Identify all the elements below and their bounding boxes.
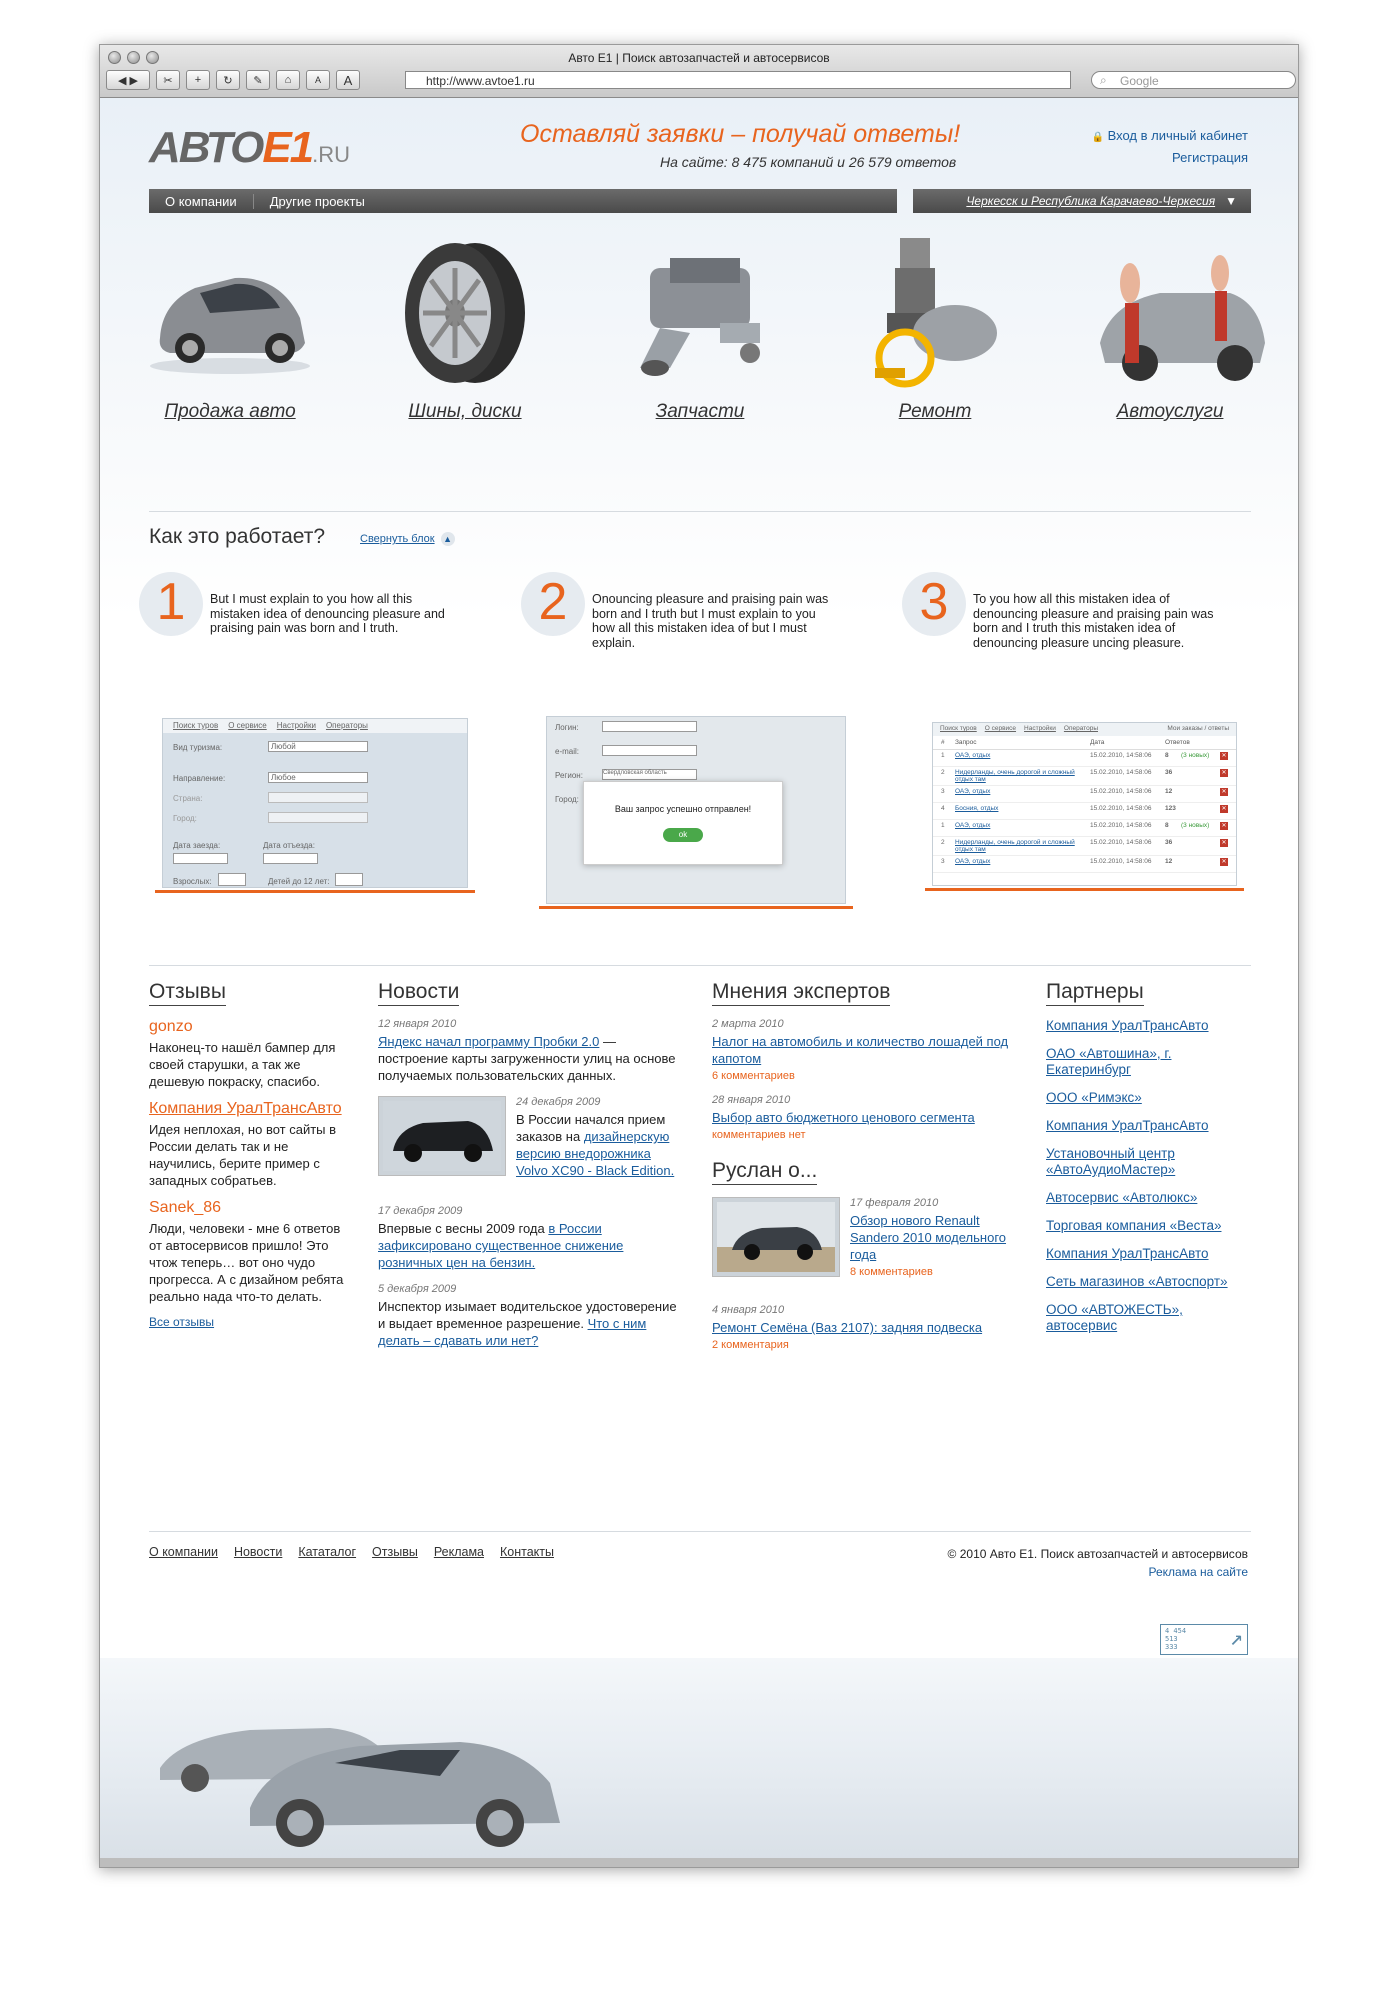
row-date: 15.02.2010, 14:58:06 (1090, 822, 1152, 829)
footer-nav (149, 1545, 554, 1559)
scissors-icon: ✂ (163, 74, 173, 87)
row-number: 1 (941, 752, 945, 759)
partner-link[interactable]: ООО «АВТОЖЕСТЬ», автосервис (1046, 1302, 1183, 1333)
screenshot-tab: Настройки (276, 721, 316, 730)
category-label[interactable]: Продажа авто (164, 401, 296, 422)
status-bar (100, 1858, 1299, 1868)
screenshot-table-header (933, 736, 1236, 750)
screenshot-field-label: Дата заезда: (173, 841, 221, 850)
col-header: # (941, 739, 945, 746)
news-item (378, 1033, 683, 1084)
expert-date: 28 января 2010 (712, 1094, 791, 1106)
plus-icon: + (194, 74, 202, 86)
row-answers: 8 (1165, 752, 1169, 759)
screenshot-underline (539, 906, 853, 909)
row-answers: 8 (1165, 822, 1169, 829)
screenshot-tab: Поиск туров (173, 721, 219, 730)
back-icon: ◀ (118, 74, 127, 87)
screenshot-field-label: Взрослых: (173, 877, 212, 886)
row-date: 15.02.2010, 14:58:06 (1090, 858, 1152, 865)
footer-illustration (100, 1658, 1299, 1868)
screenshot-table-row (933, 767, 1236, 786)
page (100, 98, 1298, 1868)
category-tires[interactable] (365, 233, 565, 423)
delete-icon: ✕ (1221, 753, 1227, 759)
category-label[interactable]: Запчасти (655, 401, 745, 422)
screenshot-field-label: Логин: (555, 723, 579, 732)
news-date: 17 декабря 2009 (378, 1205, 463, 1217)
reload-button[interactable] (216, 70, 240, 90)
car-icon (130, 233, 330, 393)
screenshot-tab: Операторы (1063, 725, 1098, 732)
ruslan-title[interactable]: Руслан о... (712, 1159, 817, 1185)
screenshot-table-body (933, 750, 1236, 873)
experts-section (712, 980, 1017, 1363)
row-date: 15.02.2010, 14:58:06 (1090, 839, 1152, 846)
browser-window (99, 44, 1299, 1868)
region-selector[interactable] (913, 189, 1251, 213)
review-text: Идея неплохая, но вот сайты в России делать так и не научились, берите пример с западных собратьев. (149, 1122, 337, 1188)
step-number: 3 (902, 572, 966, 636)
arrow-up-right-icon: ↗ (1229, 1626, 1243, 1651)
nav-item-projects[interactable]: Другие проекты (269, 193, 365, 209)
nav-item-about[interactable]: О компании (149, 194, 254, 209)
screenshot-tab: О сервисе (984, 725, 1017, 732)
row-query: Нидерланды, очень дорогой и сложный отдых там (955, 769, 1075, 783)
counter-line: 4 454 (1165, 1627, 1187, 1635)
screenshot-select (268, 792, 368, 803)
row-query: ОАЭ, отдых (955, 752, 991, 759)
logo-ru: .RU (312, 142, 351, 167)
news-item (378, 1298, 683, 1349)
screenshot-date-input (263, 853, 318, 864)
delete-icon: ✕ (1221, 823, 1227, 829)
logo-e1: Е1 (262, 123, 313, 172)
screenshot-field-label: Регион: (555, 771, 583, 780)
reviews-section (149, 980, 349, 1329)
screenshot-field-label: Город: (555, 795, 579, 804)
screenshot-tab: Настройки (1024, 725, 1056, 732)
news-link[interactable]: Яндекс начал программу Пробки 2.0 (378, 1034, 600, 1049)
partner-link[interactable]: ОАО «Автошина», г. Екатеринбург (1046, 1046, 1172, 1077)
screenshot-tab: О сервисе (228, 721, 267, 730)
experts-title[interactable]: Мнения экспертов (712, 980, 890, 1006)
delete-icon: ✕ (1221, 806, 1227, 812)
partners-title[interactable]: Партнеры (1046, 980, 1144, 1006)
screenshot-table-row (933, 856, 1236, 873)
step-2-screenshot (546, 716, 846, 904)
pencil-icon: ✎ (253, 74, 263, 87)
window-title: Авто E1 | Поиск автозапчастей и автосервисов (568, 51, 830, 65)
partner-link[interactable]: Торговая компания «Веста» (1046, 1218, 1222, 1233)
copyright-text: © 2010 Авто E1. Поиск автозапчастей и автосервисов (947, 1547, 1248, 1561)
news-text-prefix: В России начался прием заказов на (516, 1112, 666, 1144)
screenshot-table-row (933, 820, 1236, 837)
row-query: ОАЭ, отдых (955, 822, 991, 829)
screenshot-tabs (933, 723, 1236, 736)
step-1-screenshot (162, 718, 468, 888)
footer-link-reviews[interactable]: Отзывы (372, 1545, 418, 1559)
screenshot-field-label: Город: (173, 814, 197, 823)
partner-link[interactable]: Компания УралТрансАвто (1046, 1018, 1209, 1033)
category-parts[interactable] (600, 233, 800, 423)
screenshot-field-label: Страна: (173, 794, 203, 803)
copyright-block (948, 1545, 1248, 1581)
lock-icon: 🔒 (1091, 132, 1104, 143)
footer-link-about[interactable]: О компании (149, 1545, 218, 1559)
site-logo[interactable] (149, 123, 350, 173)
step-number: 1 (139, 572, 203, 636)
col-header: Запрос (955, 739, 977, 746)
home-icon: ⌂ (284, 74, 292, 86)
category-label[interactable]: Ремонт (898, 401, 972, 422)
step-text: To you how all this mistaken idea of denouncing pleasure and praising pain was born and I truth this mistaken idea of denouncing pleasure uncing pleasure. (973, 592, 1214, 650)
news-title[interactable]: Новости (378, 980, 459, 1006)
screenshot-field-label: Дата отъезда: (263, 841, 315, 850)
row-query: Нидерланды, очень дорогой и сложный отдых там (955, 839, 1075, 853)
collapse-label: Свернуть блок (360, 533, 435, 545)
partner-link[interactable]: Компания УралТрансАвто (1046, 1246, 1209, 1261)
screenshot-field-label: e-mail: (555, 747, 580, 756)
screenshot-date-input (173, 853, 228, 864)
search-icon: ⌕ (1100, 73, 1107, 87)
row-number: 3 (941, 788, 945, 795)
row-query: ОАЭ, отдых (955, 858, 991, 865)
col-header: Дата (1090, 739, 1105, 746)
delete-icon: ✕ (1221, 859, 1227, 865)
font-smaller-button[interactable]: A (306, 70, 330, 90)
news-text-prefix: Впервые с весны 2009 года (378, 1221, 549, 1236)
news-text: — построение карты загруженности улиц на основе получаемых пользовательских данных. (378, 1034, 676, 1083)
ruslan-date: 17 февраля 2010 (850, 1197, 939, 1209)
news-item-with-image (378, 1096, 683, 1191)
row-number: 2 (941, 769, 945, 776)
home-button[interactable] (276, 70, 300, 90)
logo-text: АВТО (149, 123, 263, 172)
region-label: Черкесск и Республика Карачаево-Черкесия (966, 194, 1216, 208)
visit-counter[interactable] (1160, 1624, 1248, 1655)
screenshot-select: Любое (268, 772, 368, 783)
ruslan-date: 4 января 2010 (712, 1304, 785, 1316)
row-new-count: (3 новых) (1181, 752, 1210, 759)
category-repair[interactable] (835, 233, 1035, 423)
comments-count[interactable]: 2 комментария (712, 1339, 789, 1351)
screenshot-field-label: Направление: (173, 774, 226, 783)
screenshot-count-input (218, 873, 246, 886)
comments-count[interactable]: комментариев нет (712, 1129, 806, 1141)
comments-count[interactable]: 8 комментариев (850, 1266, 933, 1278)
screenshot-input (602, 721, 697, 732)
screenshot-underline (155, 890, 475, 893)
collapse-block-button[interactable] (360, 532, 455, 546)
snippet-button[interactable] (156, 70, 180, 90)
news-text (516, 1111, 681, 1179)
font-larger-button[interactable]: A (336, 70, 360, 90)
how-it-works-title: Как это работает? (149, 525, 326, 548)
partners-section (1046, 980, 1251, 1346)
news-date: 12 января 2010 (378, 1018, 457, 1030)
dialog-message: Ваш запрос успешно отправлен! (614, 804, 752, 814)
news-date: 24 декабря 2009 (516, 1096, 601, 1108)
screenshot-count-input (335, 873, 363, 886)
counter-line: 333 (1165, 1643, 1178, 1651)
partners-list (1046, 1018, 1251, 1334)
ads-link[interactable]: Реклама на сайте (1148, 1565, 1248, 1579)
news-item (378, 1220, 683, 1271)
row-answers: 36 (1165, 769, 1173, 776)
news-text-prefix: Инспектор изымает водительское удостоверение и выдает временное разрешение. (378, 1299, 677, 1331)
car-wash-icon (1070, 233, 1270, 393)
delete-icon: ✕ (1221, 789, 1227, 795)
back-forward-button[interactable] (106, 70, 150, 90)
all-reviews-link[interactable] (149, 1315, 349, 1329)
expert-link[interactable]: Выбор авто бюджетного ценового сегмента (712, 1110, 975, 1125)
screenshot-underline (925, 888, 1244, 891)
screenshot-tab: Поиск туров (940, 725, 977, 732)
dialog-ok-button: ok (663, 828, 703, 842)
row-date: 15.02.2010, 14:58:06 (1090, 752, 1152, 759)
ruslan-link[interactable]: Ремонт Семёна (Ваз 2107): задняя подвеска (712, 1320, 983, 1335)
row-number: 4 (941, 805, 945, 812)
screenshot-tab: Операторы (325, 721, 368, 730)
partner-link[interactable]: Компания УралТрансАвто (1046, 1118, 1209, 1133)
delete-icon: ✕ (1221, 840, 1227, 846)
screenshot-table-row (933, 837, 1236, 856)
counter-line: 513 (1165, 1635, 1178, 1643)
screenshot-select: Любой (268, 741, 368, 752)
expert-date: 2 марта 2010 (712, 1018, 784, 1030)
google-search-input[interactable] (1091, 71, 1296, 89)
reviews-title[interactable]: Отзывы (149, 980, 226, 1006)
partner-link[interactable]: ООО «Римэкс» (1046, 1090, 1142, 1105)
ruslan-link[interactable]: Обзор нового Renault Sandero 2010 модельного года (850, 1213, 1007, 1262)
review-text: Люди, человеки - мне 6 ответов от автосервисов пришло! Это чтож теперь… вот оно чудо прогресса. А с дизайном ребята реально нада что-то делать. (149, 1221, 344, 1304)
reload-icon: ↻ (223, 74, 233, 87)
news-section (378, 980, 683, 1361)
step-3-screenshot (932, 722, 1237, 886)
auth-links (1092, 126, 1248, 168)
ruslan-thumbnail[interactable] (712, 1197, 840, 1277)
step-text: Onouncing pleasure and praising pain was born and I truth but I must explain to you how all this mistaken idea of but I must explain. (592, 592, 829, 650)
review-author: gonzo (149, 1018, 193, 1035)
row-answers: 12 (1165, 788, 1173, 795)
row-date: 15.02.2010, 14:58:06 (1090, 769, 1152, 776)
news-link[interactable]: Что с ним делать – сдавать или нет? (378, 1316, 647, 1348)
ruslan-item-with-image (712, 1197, 1017, 1290)
step-number: 2 (521, 572, 585, 636)
row-query: Босния, отдых (955, 805, 999, 812)
review-text: Наконец-то нашёл бампер для своей старушки, а так же дешевую покраску, спасибо. (149, 1040, 336, 1089)
all-reviews-label: Все отзывы (149, 1315, 215, 1329)
footer-link-ads[interactable]: Реклама (433, 1545, 484, 1559)
partner-link[interactable]: Сеть магазинов «Автоспорт» (1046, 1274, 1228, 1289)
row-answers: 12 (1165, 858, 1173, 865)
edit-button[interactable] (246, 70, 270, 90)
tire-icon (365, 233, 565, 393)
review-author: Sanek_86 (149, 1199, 222, 1216)
expert-item (712, 1033, 1017, 1067)
expert-link[interactable]: Налог на автомобиль и количество лошадей под капотом (712, 1034, 1009, 1066)
row-answers: 123 (1165, 805, 1176, 812)
ruslan-item-body (850, 1197, 1015, 1290)
category-list (130, 233, 1270, 423)
address-bar[interactable]: http://www.avtoe1.ru (405, 71, 1071, 89)
news-date: 5 декабря 2009 (378, 1283, 457, 1295)
divider (149, 965, 1251, 966)
screenshot-table-row (933, 803, 1236, 820)
divider (149, 1531, 1251, 1532)
row-number: 1 (941, 822, 945, 829)
row-number: 2 (941, 839, 945, 846)
screenshot-table-row (933, 750, 1236, 767)
screenshot-table-row (933, 786, 1236, 803)
footer-link-news[interactable]: Новости (233, 1545, 283, 1559)
row-number: 3 (941, 858, 945, 865)
footer-link-catalog[interactable]: Кататалог (298, 1545, 357, 1559)
jack-compressor-icon (835, 233, 1035, 393)
news-link[interactable]: дизайнерскую версию внедорожника Volvo XC90 - Black Edition. (516, 1129, 675, 1178)
toolbar-buttons (106, 69, 360, 91)
category-services[interactable] (1070, 233, 1270, 423)
partner-link[interactable]: Автосервис «Автолюкс» (1046, 1190, 1198, 1205)
screenshot-input (602, 745, 697, 756)
screenshot-field-label: Вид туризма: (173, 743, 223, 752)
divider (149, 511, 1251, 512)
screenshot-select (268, 812, 368, 823)
site-stats: На сайте: 8 475 компаний и 26 579 ответов (660, 154, 957, 170)
delete-icon: ✕ (1221, 770, 1227, 776)
screenshot-select: Свердловская область (602, 769, 697, 780)
success-dialog (583, 781, 783, 865)
category-label[interactable]: Шины, диски (408, 401, 522, 422)
screenshot-field-label: Детей до 12 лет: (268, 877, 330, 886)
category-cars[interactable] (130, 233, 330, 423)
row-date: 15.02.2010, 14:58:06 (1090, 805, 1152, 812)
row-answers: 36 (1165, 839, 1173, 846)
slogan: Оставляй заявки – получай ответы! (520, 120, 961, 148)
chevron-down-icon: ▼ (1225, 194, 1237, 208)
browser-toolbar (100, 45, 1298, 98)
footer-link-contacts[interactable]: Контакты (499, 1545, 554, 1559)
comments-count[interactable]: 6 комментариев (712, 1070, 795, 1082)
screenshot-tabs (163, 719, 467, 733)
login-link[interactable]: Вход в личный кабинет (1107, 128, 1248, 143)
row-query: ОАЭ, отдых (955, 788, 991, 795)
col-header: Ответов (1165, 739, 1190, 746)
add-bookmark-button[interactable] (186, 70, 210, 90)
news-thumbnail[interactable] (378, 1096, 506, 1176)
register-link[interactable]: Регистрация (1172, 150, 1248, 165)
ruslan-text (850, 1212, 1015, 1263)
news-link[interactable]: в России зафиксировано существенное снижение розничных цен на бензин. (378, 1221, 624, 1270)
partner-link[interactable]: Установочный центр «АвтоАудиоМастер» (1046, 1146, 1176, 1177)
row-new-count: (3 новых) (1181, 822, 1210, 829)
engine-parts-icon (600, 233, 800, 393)
row-date: 15.02.2010, 14:58:06 (1090, 788, 1152, 795)
category-label[interactable]: Автоуслуги (1116, 401, 1224, 422)
main-nav (149, 189, 897, 213)
forward-icon: ▶ (129, 74, 138, 87)
step-text: But I must explain to you how all this mistaken idea of denouncing pleasure and praising pain was born and I truth. (210, 592, 445, 635)
ruslan-item (712, 1319, 1017, 1336)
expert-item (712, 1109, 1017, 1126)
screenshot-tab: Мои заказы / ответы (1167, 725, 1229, 732)
search-placeholder: Google (1120, 74, 1159, 88)
review-author[interactable]: Компания УралТрансАвто (149, 1100, 342, 1117)
collapse-icon: ▲ (441, 532, 455, 546)
news-item-body (516, 1096, 681, 1191)
